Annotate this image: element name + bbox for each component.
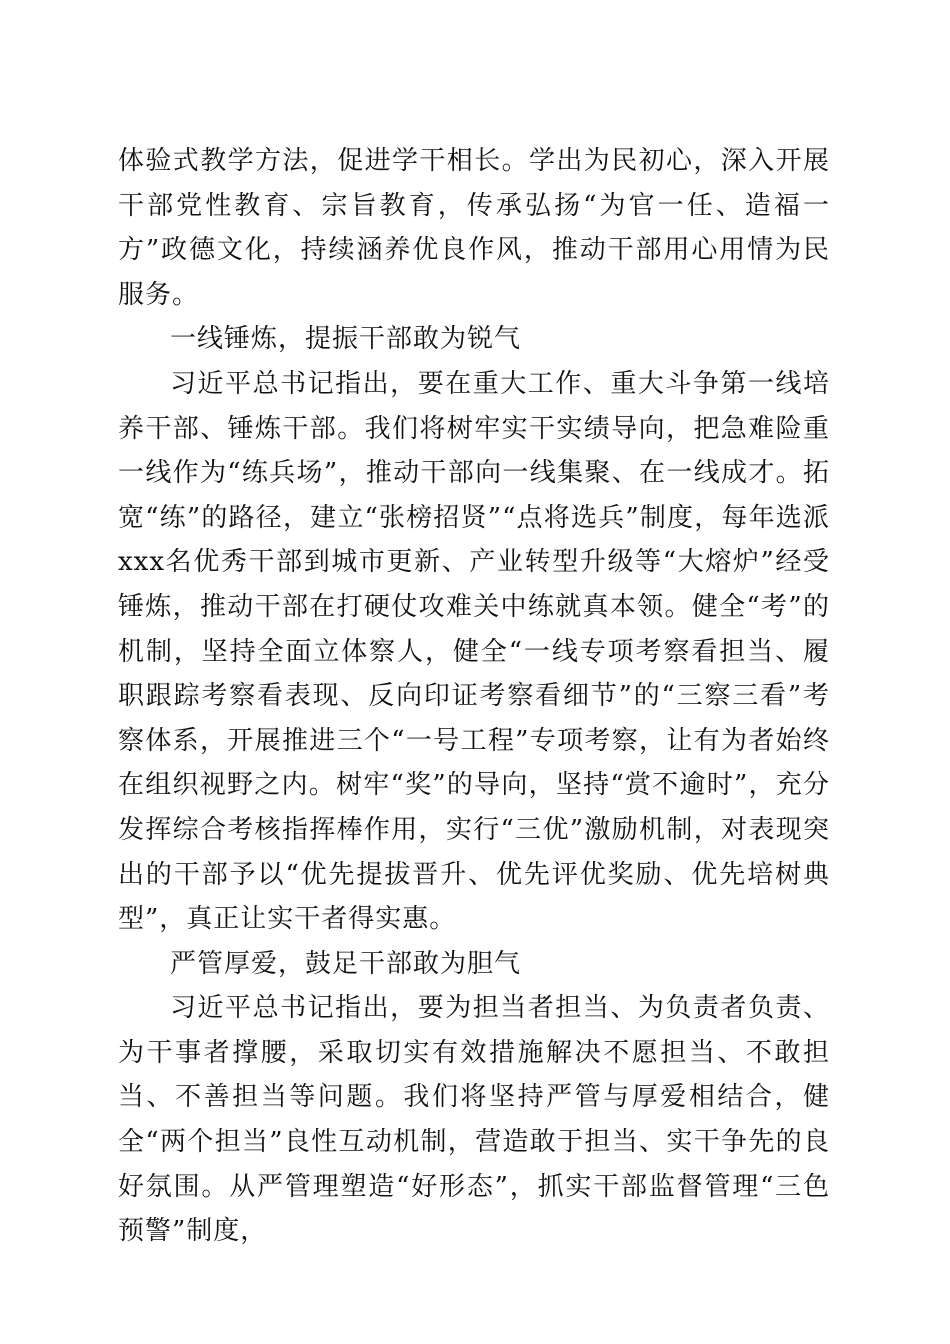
section-heading-strict-care: 严管厚爱，鼓足干部敢为胆气: [170, 948, 522, 979]
paragraph-frontline: 习近平总书记指出，要在重大工作、重大斗争第一线培养干部、锤炼干部。我们将树牢实干实绩导向，把急难险重一线作为“练兵场”，推动干部向一线集聚、在一线成才。拓宽“练”的路径，建立“张榜招贤”“点将选兵”制度，每年选派xxx名优秀干部到城市更新、产业转型升级等“大熔炉”经受锤炼，推动干部在打硬仗攻难关中练就真本领。健全“考”的机制，坚持全面立体察人，健全“一线专项考察看担当、履职跟踪考察看表现、反向印证考察看细节”的“三察三看”考察体系，开展推进三个“一号工程”专项考察，让有为者始终在组织视野之内。树牢“奖”的导向，坚持“赏不逾时”，充分发挥综合考核指挥棒作用，实行“三优”激励机制，对表现突出的干部予以“优先提拔晋升、优先评优奖励、优先培树典型”，真正让实干者得实惠。: [118, 368, 830, 935]
paragraph-strict-care: 习近平总书记指出，要为担当者担当、为负责者负责、为干事者撑腰，采取切实有效措施解决不愿担当、不敢担当、不善担当等问题。我们将坚持严管与厚爱相结合，健全“两个担当”良性互动机制，营造敢于担当、实干争先的良好氛围。从严管理塑造“好形态”，抓实干部监督管理“三色预警”制度，: [118, 993, 830, 1247]
document-body: [118, 139, 830, 1254]
section-heading-frontline: 一线锤炼，提振干部敢为锐气: [170, 324, 522, 355]
paragraph-continued: 体验式教学方法，促进学干相长。学出为民初心，深入开展干部党性教育、宗旨教育，传承弘扬“为官一任、造福一方”政德文化，持续涵养优良作风，推动干部用心用情为民服务。: [118, 146, 830, 310]
